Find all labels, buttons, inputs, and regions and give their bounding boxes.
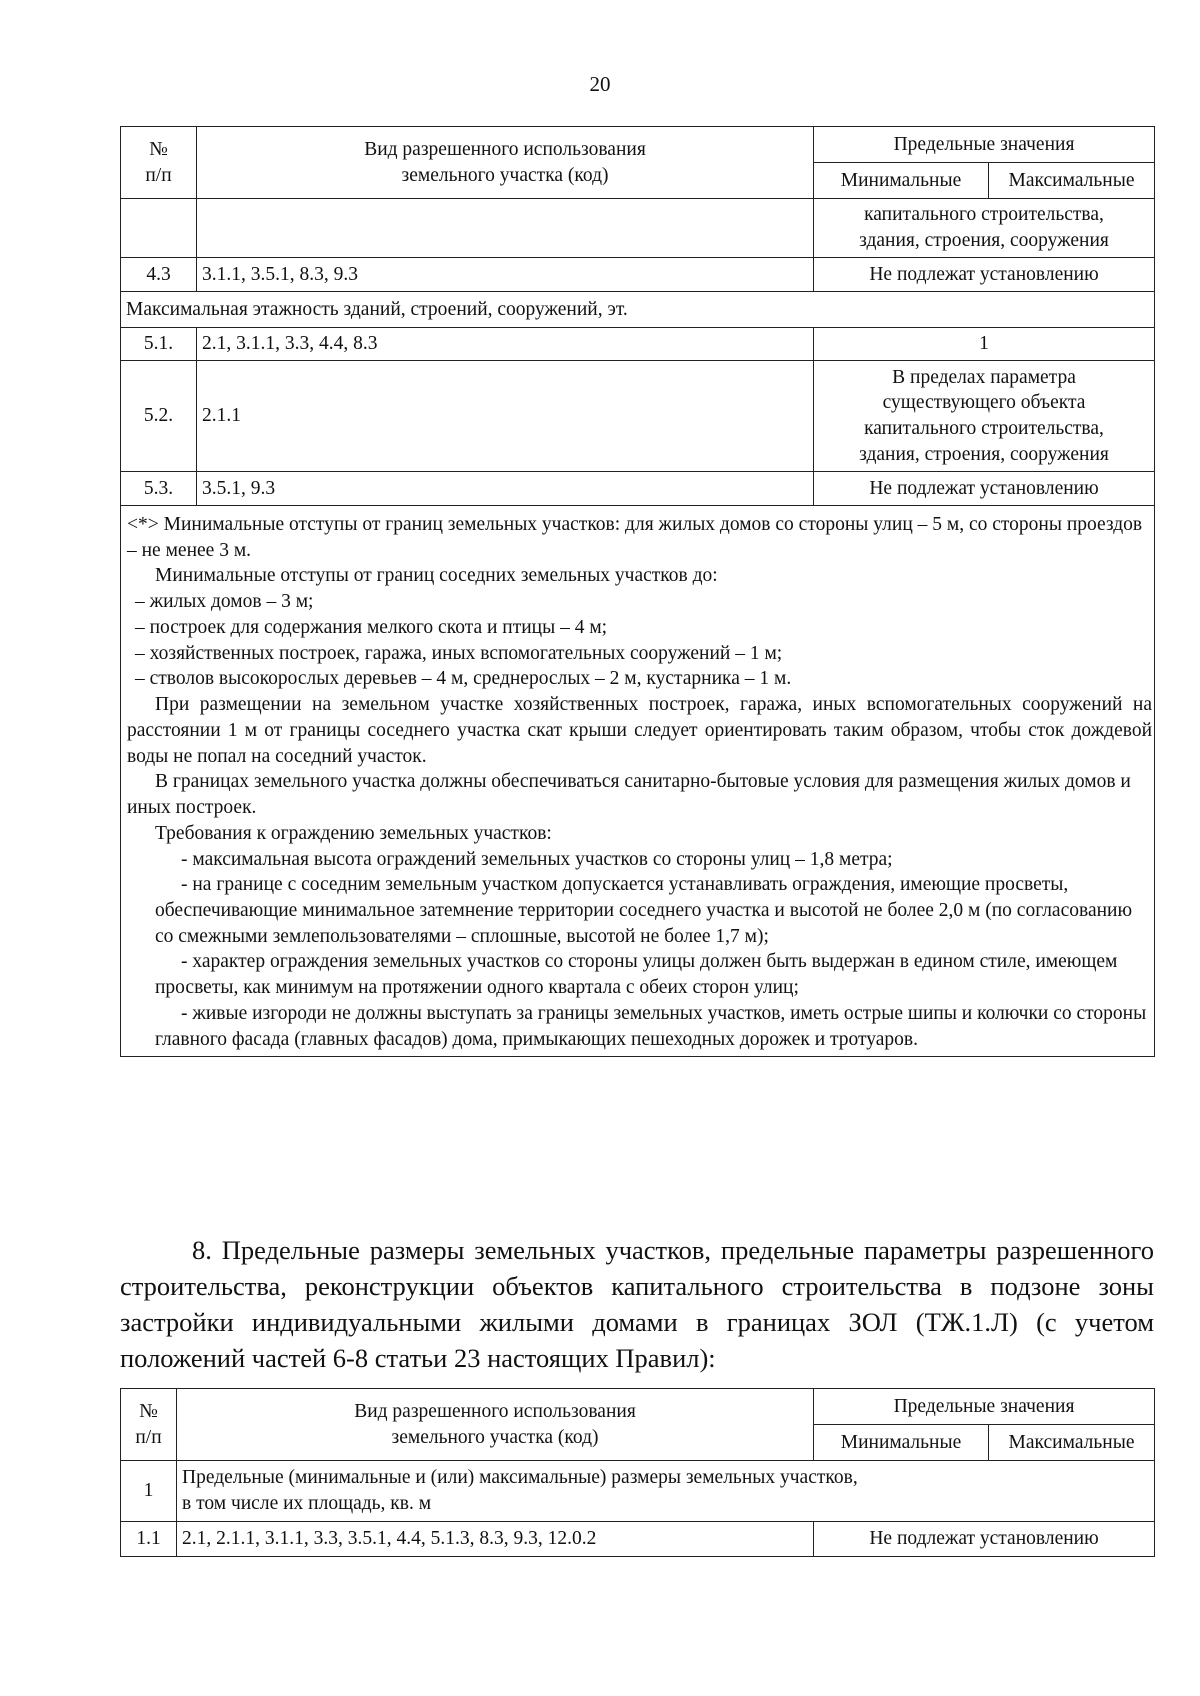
note-text: <*> Минимальные отступы от границ земельных участков: для жилых домов со стороны улиц – 5 м, со стороны проездов – не менее 3 м. (127, 514, 1143, 561)
fence-requirement: - характер ограждения земельных участков со стороны улицы должен быть выдержан в едином стиле, имеющем просветы, как минимум на протяжении одного квартала с обеих сторон улиц; (155, 951, 1118, 999)
table-row (121, 1522, 1155, 1557)
note-text: При размещении на земельном участке хозяйственных построек, гаража, иных вспомогательных сооружений на расстоянии 1 м от границы соседнего участка скат крыши следует ориентировать таким образом, чтобы сток дождевой воды не попал на соседний участок. (127, 694, 1153, 767)
parameters-table-continued (120, 126, 1155, 1057)
note-dash-item: – хозяйственных построек, гаража, иных вспомогательных сооружений – 1 м; (135, 642, 783, 664)
row-codes: 3.5.1, 9.3 (197, 472, 814, 506)
row-codes: 2.1.1 (197, 361, 814, 472)
table-row (121, 328, 1155, 361)
table-row (121, 361, 1155, 472)
row-codes: 2.1, 3.1.1, 3.3, 4.4, 8.3 (197, 328, 814, 361)
note-text: Требования к ограждению земельных участков: (155, 822, 552, 844)
notes-cell (121, 506, 1155, 1057)
note-dash-item: – жилых домов – 3 м; (135, 591, 314, 613)
notes-row (121, 506, 1155, 1057)
row-num: 5.2. (121, 361, 197, 472)
row-codes: 3.1.1, 3.5.1, 8.3, 9.3 (197, 258, 814, 292)
table-row (121, 472, 1155, 506)
row-value: Не подлежат установлению (814, 472, 1155, 506)
header-max: Максимальные (989, 1425, 1155, 1461)
header-min: Минимальные (814, 1425, 989, 1461)
header-num: № п/п (121, 127, 197, 199)
page-number: 20 (589, 72, 611, 96)
paragraph-text: 8. Предельные размеры земельных участков, предельные параметры разрешенного строительства, реконструкции объектов капитального строительства в подзоне зоны застройки индивидуальными жилыми домами в границах ЗОЛ (ТЖ.1.Л) (с учетом положений частей 6-8 статьи 23 настоящих Правил): (120, 1235, 1154, 1373)
note-dash-item: – построек для содержания мелкого скота и птицы – 4 м; (135, 616, 608, 638)
row-num: 1 (121, 1461, 177, 1522)
table-row (121, 199, 1155, 258)
row-num: 5.1. (121, 328, 197, 361)
table-row (121, 1461, 1155, 1522)
note-text: В границах земельного участка должны обеспечиваться санитарно-бытовые условия для размещения жилых домов и иных построек. (127, 771, 1131, 819)
row-num: 4.3 (121, 258, 197, 292)
header-num: № п/п (121, 1389, 177, 1461)
row-codes: 2.1, 2.1.1, 3.1.1, 3.3, 3.5.1, 4.4, 5.1.3, 8.3, 9.3, 12.0.2 (177, 1522, 814, 1557)
row-num: 1.1 (121, 1522, 177, 1557)
row-value: Не подлежат установлению (814, 1522, 1155, 1557)
row-value: В пределах параметра существующего объекта капитального строительства, здания, строения, сооружения (814, 361, 1155, 472)
row-value: 1 (814, 328, 1155, 361)
row-value: Не подлежат установлению (814, 258, 1155, 292)
header-min: Минимальные (814, 163, 989, 199)
fence-requirement: - живые изгороди не должны выступать за границы земельных участков, иметь острые шипы и колючки со стороны главного фасада (главных фасадов) дома, примыкающих пешеходных дорожек и тротуаров. (155, 1002, 1147, 1050)
continuation-cell: капитального строительства, здания, строения, сооружения (814, 199, 1155, 258)
fence-requirement: - на границе с соседним земельным участком допускается устанавливать ограждения, имеющие просветы, обеспечивающие минимальное затемнение территории соседнего участка и высотой не более 2,0 м (по согласованию со смежными землепользователями – сплошные, высотой не более 1,7 м); (155, 874, 1133, 947)
header-max: Максимальные (989, 163, 1155, 199)
header-limits: Предельные значения (814, 1389, 1155, 1425)
header-use-type: Вид разрешенного использования земельного участка (код) (197, 127, 814, 199)
section-title: Максимальная этажность зданий, строений, сооружений, эт. (121, 292, 1155, 328)
row-num: 5.3. (121, 472, 197, 506)
table-row (121, 292, 1155, 328)
fence-requirement: - максимальная высота ограждений земельных участков со стороны улиц – 1,8 метра; (181, 848, 893, 870)
row-text: Предельные (минимальные и (или) максимальные) размеры земельных участков, в том числе их площадь, кв. м (177, 1461, 1155, 1522)
note-text: Минимальные отступы от границ соседних земельных участков до: (155, 565, 718, 587)
parameters-table-tzh1l (120, 1388, 1155, 1557)
table-row (121, 258, 1155, 292)
header-use-type: Вид разрешенного использования земельного участка (код) (177, 1389, 814, 1461)
header-limits: Предельные значения (814, 127, 1155, 163)
note-dash-item: – стволов высокорослых деревьев – 4 м, среднерослых – 2 м, кустарника – 1 м. (135, 668, 792, 690)
section-8-paragraph (120, 1232, 1154, 1376)
